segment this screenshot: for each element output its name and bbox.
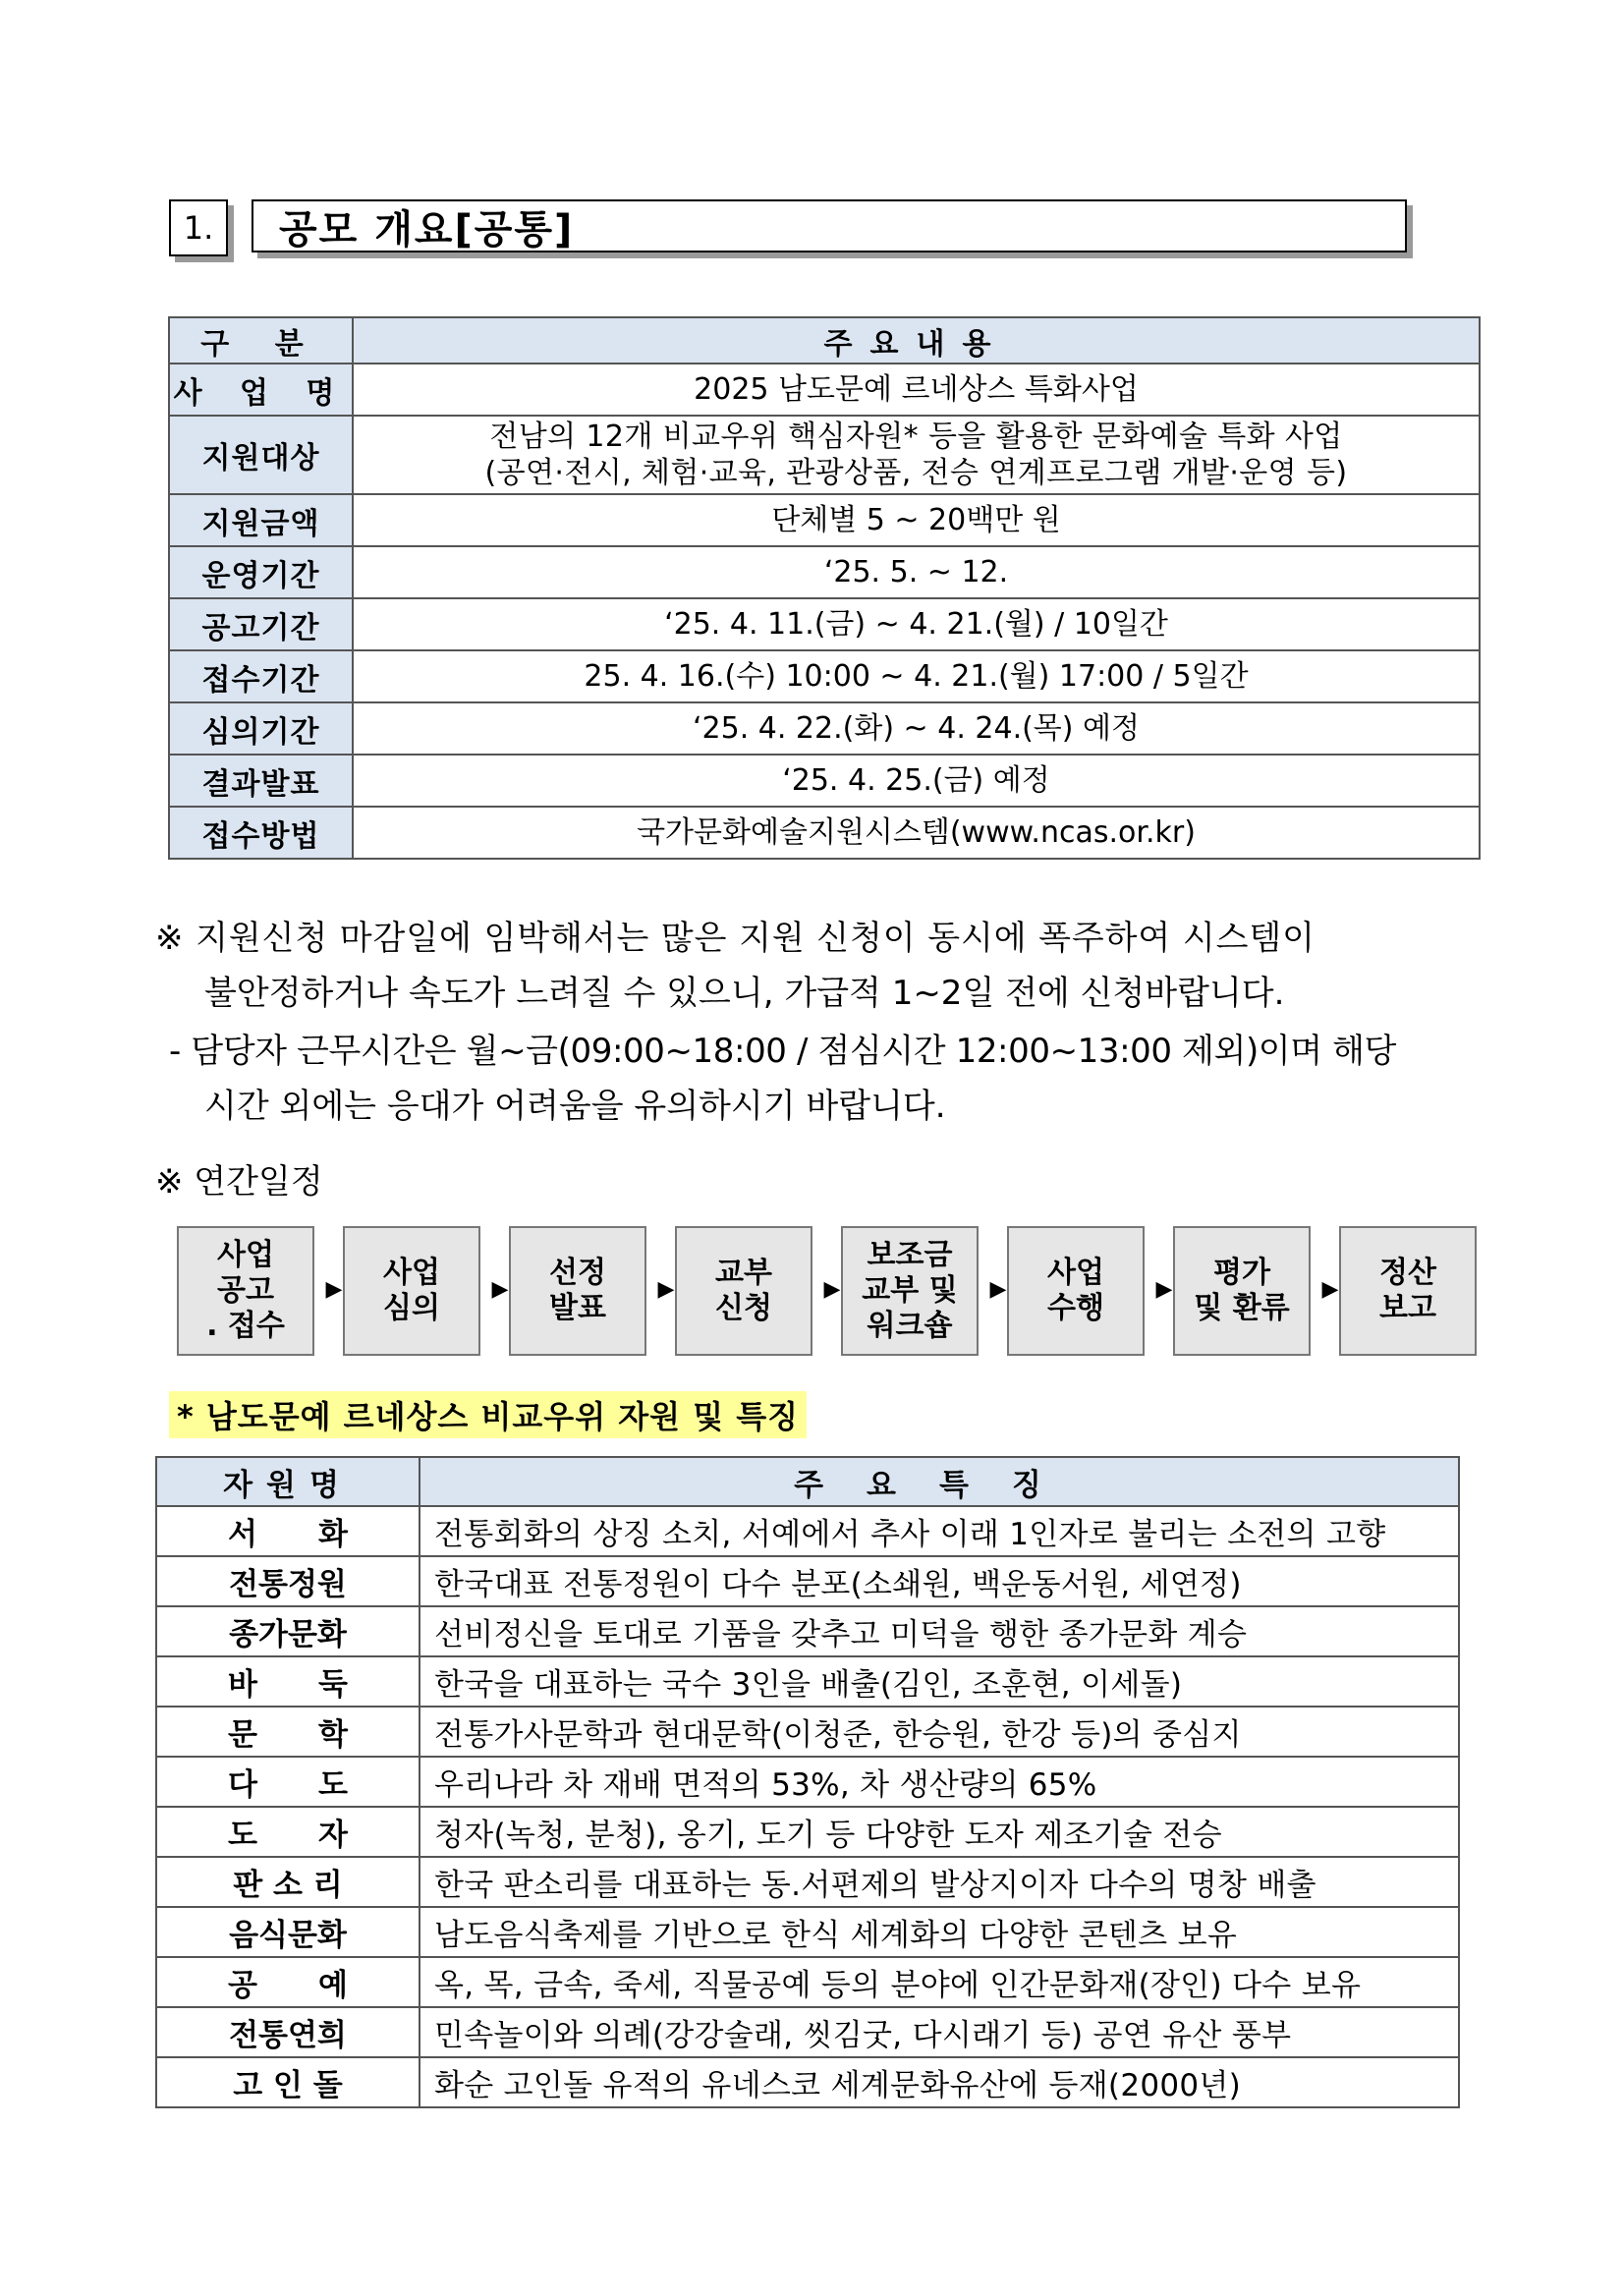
resource-feature: 전통회화의 상징 소치, 서예에서 추사 이래 1인자로 불리는 소전의 고향 xyxy=(420,1506,1459,1556)
overview-value: 국가문화예술지원시스템(www.ncas.or.kr) xyxy=(353,807,1480,859)
table-row xyxy=(156,1606,1459,1656)
overview-row xyxy=(169,416,1480,494)
resource-name: 서 화 xyxy=(156,1506,420,1556)
overview-row xyxy=(169,755,1480,807)
overview-key: 운영기간 xyxy=(169,546,353,598)
overview-key: 지원금액 xyxy=(169,494,353,546)
deadline-notice-line2: 불안정하거나 속도가 느려질 수 있으니, 가급적 1~2일 전에 신청바랍니다. xyxy=(204,974,1285,1013)
office-hours-notice xyxy=(169,1024,1484,1134)
overview-value: ‘25. 4. 25.(금) 예정 xyxy=(353,755,1480,807)
resource-feature: 민속놀이와 의례(강강술래, 씻김굿, 다시래기 등) 공연 유산 풍부 xyxy=(420,2007,1459,2057)
table-row xyxy=(156,1556,1459,1606)
resource-name: 문 학 xyxy=(156,1707,420,1757)
resource-feature: 한국대표 전통정원이 다수 분포(소쇄원, 백운동서원, 세연정) xyxy=(420,1556,1459,1606)
resource-name: 다 도 xyxy=(156,1757,420,1807)
arrow-right-icon: ▶ xyxy=(1155,1277,1173,1302)
overview-value: ‘25. 4. 22.(화) ~ 4. 24.(목) 예정 xyxy=(353,702,1480,755)
table-row xyxy=(156,1757,1459,1807)
table-row xyxy=(156,1707,1459,1757)
arrow-right-icon: ▶ xyxy=(989,1277,1007,1302)
resources-table xyxy=(155,1456,1460,2108)
overview-row xyxy=(169,650,1480,702)
resource-feature: 남도음식축제를 기반으로 한식 세계화의 다양한 콘텐츠 보유 xyxy=(420,1907,1459,1957)
section-number: 1. xyxy=(169,199,228,256)
resources-header-row xyxy=(156,1457,1459,1506)
overview-value: 2025 남도문예 르네상스 특화사업 xyxy=(353,364,1480,416)
table-row xyxy=(156,1957,1459,2007)
table-row xyxy=(156,1506,1459,1556)
deadline-notice-line1: ※ 지원신청 마감일에 임박해서는 많은 지원 신청이 동시에 폭주하여 시스템이 xyxy=(155,919,1316,958)
table-row xyxy=(156,1656,1459,1707)
schedule-step: 사업 심의 xyxy=(343,1226,480,1356)
arrow-right-icon: ▶ xyxy=(1321,1277,1339,1302)
arrow-right-icon: ▶ xyxy=(325,1277,343,1302)
resource-name: 전통정원 xyxy=(156,1556,420,1606)
overview-key: 지원대상 xyxy=(169,416,353,494)
resource-name: 고 인 돌 xyxy=(156,2057,420,2107)
resource-feature: 옥, 목, 금속, 죽세, 직물공예 등의 분야에 인간문화재(장인) 다수 보유 xyxy=(420,1957,1459,2007)
overview-key: 심의기간 xyxy=(169,702,353,755)
overview-row xyxy=(169,807,1480,859)
overview-key: 접수기간 xyxy=(169,650,353,702)
overview-row xyxy=(169,494,1480,546)
office-hours-line1: - 담당자 근무시간은 월~금(09:00~18:00 / 점심시간 12:00~13:00 제외)이며 해당 xyxy=(169,1032,1396,1071)
table-row xyxy=(156,1857,1459,1907)
schedule-step: 사업 공고 . 접수 xyxy=(177,1226,314,1356)
annual-schedule-label: ※ 연간일정 xyxy=(155,1162,323,1202)
schedule-step: 정산 보고 xyxy=(1339,1226,1477,1356)
arrow-right-icon: ▶ xyxy=(491,1277,509,1302)
overview-key: 결과발표 xyxy=(169,755,353,807)
table-row xyxy=(156,2057,1459,2107)
schedule-step: 사업 수행 xyxy=(1007,1226,1145,1356)
resource-name: 판 소 리 xyxy=(156,1857,420,1907)
resources-header-key: 자원명 xyxy=(156,1457,420,1506)
resource-name: 음식문화 xyxy=(156,1907,420,1957)
resource-feature: 한국을 대표하는 국수 3인을 배출(김인, 조훈현, 이세돌) xyxy=(420,1656,1459,1707)
resources-header-value: 주요특징 xyxy=(420,1457,1459,1506)
overview-key: 접수방법 xyxy=(169,807,353,859)
schedule-step: 선정 발표 xyxy=(509,1226,646,1356)
overview-row xyxy=(169,598,1480,650)
overview-row xyxy=(169,364,1480,416)
table-row xyxy=(156,1907,1459,1957)
table-row xyxy=(156,2007,1459,2057)
resource-name: 공 예 xyxy=(156,1957,420,2007)
overview-value: ‘25. 4. 11.(금) ~ 4. 21.(월) / 10일간 xyxy=(353,598,1480,650)
schedule-step: 평가 및 환류 xyxy=(1173,1226,1311,1356)
resource-feature: 화순 고인돌 유적의 유네스코 세계문화유산에 등재(2000년) xyxy=(420,2057,1459,2107)
resource-feature: 우리나라 차 재배 면적의 53%, 차 생산량의 65% xyxy=(420,1757,1459,1807)
overview-key: 공고기간 xyxy=(169,598,353,650)
overview-header-value: 주요내용 xyxy=(353,317,1480,364)
resource-feature: 전통가사문학과 현대문학(이청준, 한승원, 한강 등)의 중심지 xyxy=(420,1707,1459,1757)
resource-name: 전통연희 xyxy=(156,2007,420,2057)
overview-header-row xyxy=(169,317,1480,364)
overview-row xyxy=(169,546,1480,598)
section-title: 공모 개요[공통] xyxy=(252,199,1407,252)
resource-name: 바 둑 xyxy=(156,1656,420,1707)
deadline-notice xyxy=(155,911,1484,1021)
arrow-right-icon: ▶ xyxy=(657,1277,675,1302)
resource-feature: 청자(녹청, 분청), 옹기, 도기 등 다양한 도자 제조기술 전승 xyxy=(420,1807,1459,1857)
schedule-step: 보조금 교부 및 워크숍 xyxy=(841,1226,979,1356)
resource-name: 도 자 xyxy=(156,1807,420,1857)
overview-row xyxy=(169,702,1480,755)
overview-key: 사 업 명 xyxy=(169,364,353,416)
resource-feature: 선비정신을 토대로 기품을 갖추고 미덕을 행한 종가문화 계승 xyxy=(420,1606,1459,1656)
resources-heading: * 남도문예 르네상스 비교우위 자원 및 특징 xyxy=(169,1391,807,1438)
overview-value: 25. 4. 16.(수) 10:00 ~ 4. 21.(월) 17:00 / 5일간 xyxy=(353,650,1480,702)
overview-header-key: 구 분 xyxy=(169,317,353,364)
overview-value: 단체별 5 ~ 20백만 원 xyxy=(353,494,1480,546)
office-hours-line2: 시간 외에는 응대가 어려움을 유의하시기 바랍니다. xyxy=(204,1087,946,1126)
overview-value: ‘25. 5. ~ 12. xyxy=(353,546,1480,598)
resource-feature: 한국 판소리를 대표하는 동.서편제의 발상지이자 다수의 명창 배출 xyxy=(420,1857,1459,1907)
schedule-step: 교부 신청 xyxy=(675,1226,812,1356)
annual-schedule-flow xyxy=(177,1226,1482,1358)
resource-name: 종가문화 xyxy=(156,1606,420,1656)
overview-table xyxy=(168,316,1481,860)
table-row xyxy=(156,1807,1459,1857)
overview-value: 전남의 12개 비교우위 핵심자원* 등을 활용한 문화예술 특화 사업 (공연·전시, 체험·교육, 관광상품, 전승 연계프로그램 개발·운영 등) xyxy=(353,416,1480,494)
arrow-right-icon: ▶ xyxy=(823,1277,841,1302)
